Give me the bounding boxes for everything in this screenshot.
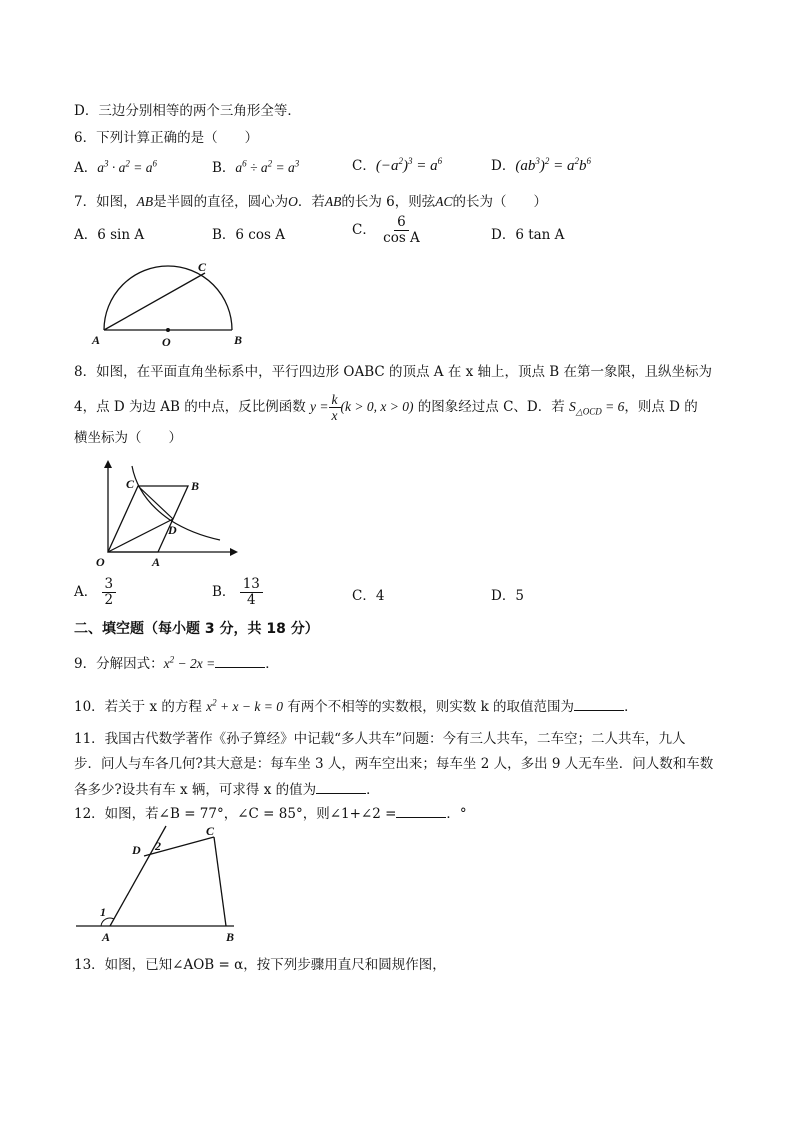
q8-option-c: C．4 <box>352 588 385 604</box>
q7-option-a: A．6 sin A <box>74 227 145 243</box>
q7-semicircle-figure <box>84 256 254 348</box>
label-c: C <box>198 260 207 274</box>
label-a: A <box>102 930 111 944</box>
q7-stem: 7．如图，AB是半圆的直径，圆心为O．若AB的长为 6，则弦AC的长为（ ） <box>74 194 547 210</box>
q6-option-a: A．$a^3 \cdot a^2 = a^6$ <box>74 158 157 176</box>
q9-stem: 9．分解因式：$x^2 - 2x$ = ． <box>74 654 279 672</box>
q8-option-d: D．5 <box>491 588 524 604</box>
label-c: C <box>206 824 215 838</box>
q10-stem: 10．若关于 x 的方程 $x^2 + x - k = 0$ 有两个不相等的实数根，则实数 k 的取值范围为 ． <box>74 697 638 715</box>
q7-option-d: D．6 tan A <box>491 227 565 243</box>
q8-line2: 4，点 D 为边 AB 的中点，反比例函数 y = $\frac{k}{x}$ (k > 0, x > 0) 的图象经过点 C、D．若 $S_{\triangle OCD} = 6$，则点 D 的 <box>74 392 698 423</box>
label-d: D <box>132 843 141 857</box>
label-2: 2 <box>155 839 161 853</box>
q7-option-c: C． $\frac{6}{\text{cos A}}$ <box>352 214 420 246</box>
q8-option-a: A． $\frac{3}{2}$ <box>74 577 116 608</box>
q6-option-c: C．$(-a^2)^3 = a^6$ <box>352 156 443 174</box>
label-b: B <box>226 930 235 944</box>
label-b: B <box>234 333 243 347</box>
q8-line3: 横坐标为（ ） <box>74 430 182 446</box>
label-o: O <box>162 335 171 348</box>
label-b: B <box>191 479 200 493</box>
q6-stem: 6．下列计算正确的是（ ） <box>74 130 259 146</box>
label-o: O <box>96 555 105 569</box>
q6-option-b: B．$a^6 \div a^2 = a^3$ <box>212 158 300 176</box>
q11-line2: 步．问人与车各几何?其大意是：每车坐 3 人，两车空出来；每车坐 2 人，多出 9 人无车坐．问人数和车数 <box>74 756 714 772</box>
q8-line1: 8．如图，在平面直角坐标系中，平行四边形 OABC 的顶点 A 在 x 轴上，顶点 B 在第一象限，且纵坐标为 <box>74 364 713 380</box>
q7-option-b: B．6 cos A <box>212 227 285 243</box>
label-d: D <box>168 523 177 537</box>
q11-line3: 各多少?设共有车 x 辆，可求得 x 的值为 ． <box>74 779 380 800</box>
q13-stem: 13．如图，已知∠AOB = α，按下列步骤用直尺和圆规作图， <box>74 957 446 973</box>
section-title: 二、填空题（每小题 3 分，共 18 分） <box>74 621 319 637</box>
q6-option-d: D．$(ab^3)^2 = a^2b^6$ <box>491 156 591 174</box>
label-a: A <box>152 555 161 569</box>
q11-line1: 11．我国古代数学著作《孙子算经》中记载“多人共车”问题：今有三人共车，二车空；二人共车，九人 <box>74 731 686 747</box>
label-a: A <box>92 333 101 347</box>
q12-stem: 12．如图，若∠B = 77°，∠C = 85°，则∠1+∠2 = ．° <box>74 803 467 824</box>
q8-option-b: B． $\frac{13}{4}$ <box>212 577 263 608</box>
label-c: C <box>126 477 135 491</box>
q5-option-d: D．三边分别相等的两个三角形全等． <box>74 103 301 119</box>
q8-coordinate-figure <box>80 458 240 570</box>
label-1: 1 <box>100 905 106 919</box>
q12-quadrilateral-figure <box>74 822 254 948</box>
